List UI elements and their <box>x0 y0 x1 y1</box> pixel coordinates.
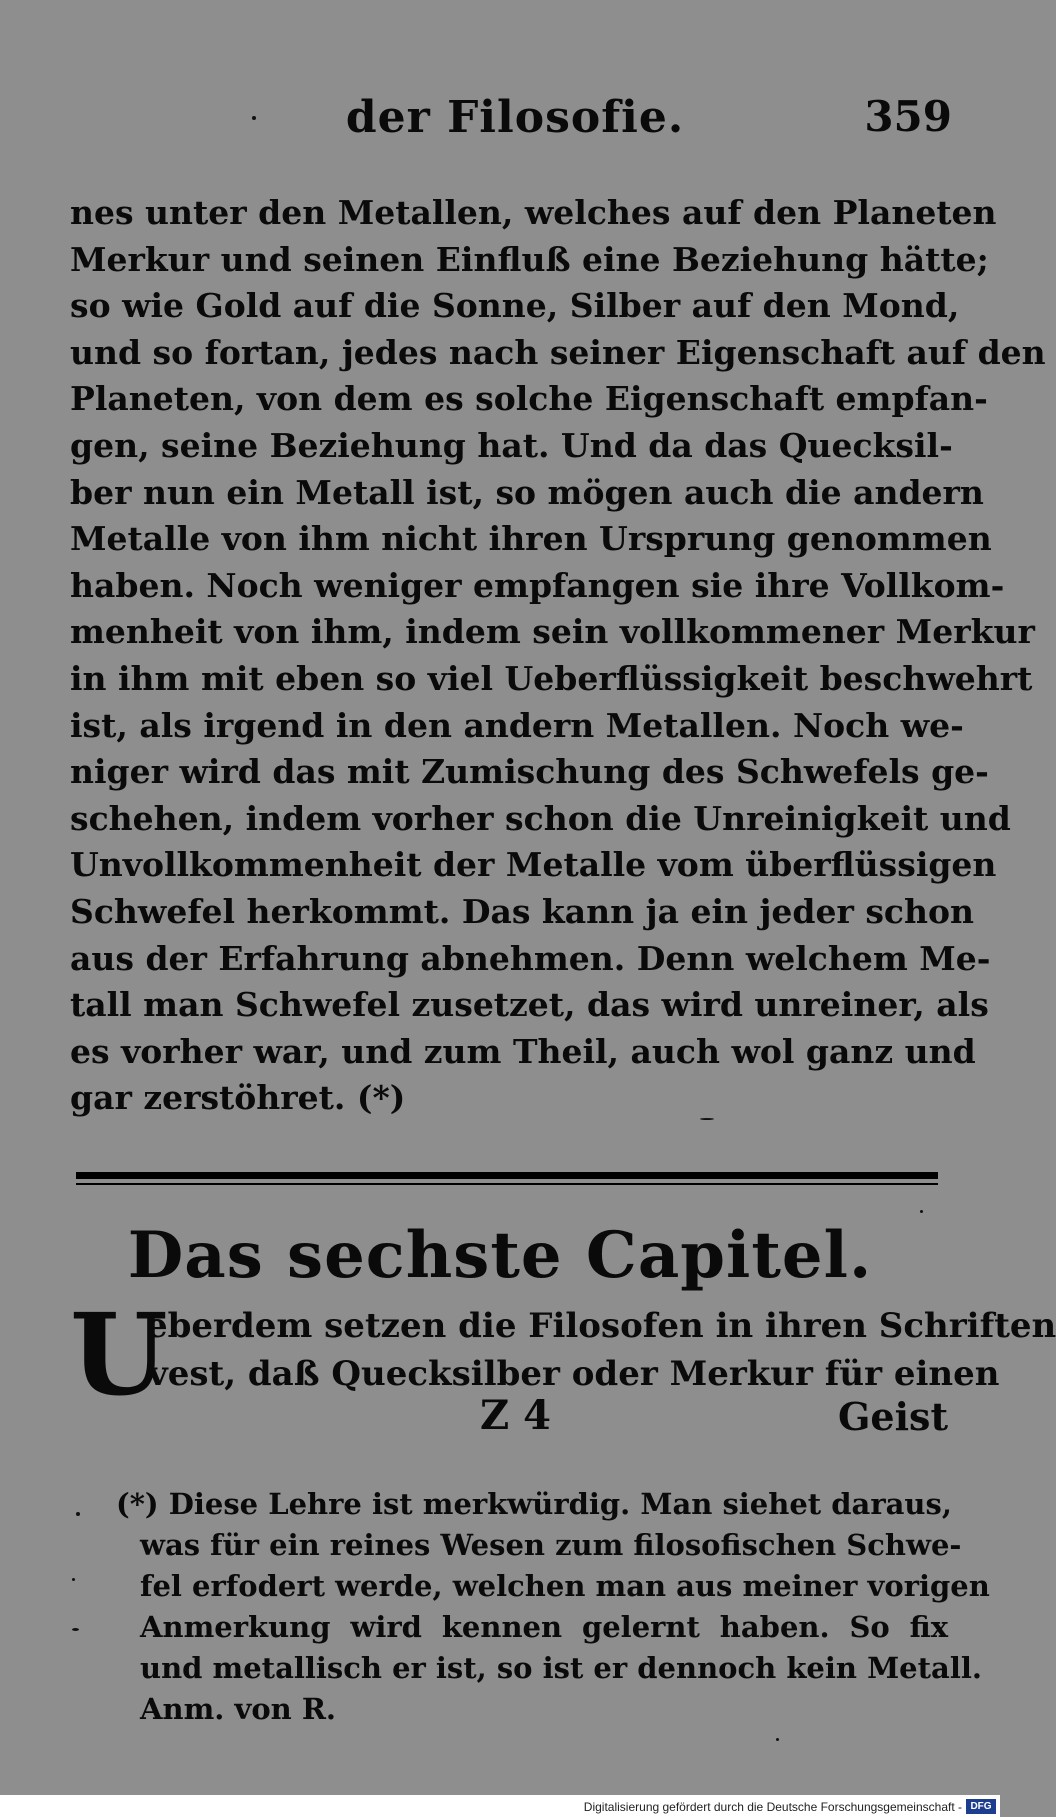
footer-strip <box>0 1795 1000 1817</box>
signature-mark: Z 4 <box>480 1392 551 1439</box>
footnote-line: Anm. von R. <box>140 1692 337 1726</box>
chapter-title: Das sechste Capitel. <box>127 1218 873 1293</box>
text-line: haben. Noch weniger empfangen sie ihre Vollkom- <box>70 565 1005 605</box>
text-line: es vorher war, und zum Theil, auch wol ganz und <box>70 1031 976 1071</box>
main-text <box>70 190 1046 1122</box>
footnote <box>112 1484 990 1730</box>
text-line: ist, als irgend in den andern Metallen. Noch we- <box>70 705 964 745</box>
text-line: gar zerstöhret. (*) <box>70 1078 406 1118</box>
chapter-divider-thick <box>76 1172 938 1179</box>
text-line: in ihm mit eben so viel Ueberflüssigkeit beschwehrt <box>70 658 1033 698</box>
text-line: Merkur und seinen Einfluß eine Beziehung hätte; <box>70 239 989 279</box>
text-line: Schwefel herkommt. Das kann ja ein jeder schon <box>70 891 975 931</box>
text-line: ber nun ein Metall ist, so mögen auch die andern <box>70 472 984 512</box>
text-line: gen, seine Beziehung hat. Und da das Quecksil- <box>70 425 953 465</box>
scan-speck <box>700 1118 714 1120</box>
scan-speck <box>252 116 256 120</box>
text-line: nes unter den Metallen, welches auf den Planeten <box>70 193 997 232</box>
footnote-line: (*) Diese Lehre ist merkwürdig. Man siehet daraus, <box>116 1487 952 1521</box>
text-line: schehen, indem vorher schon die Unreinigkeit und <box>70 798 1011 838</box>
footnote-line: Anmerkung wird kennen gelernt haben. So fix <box>140 1610 948 1644</box>
catchword: Geist <box>837 1394 948 1439</box>
text-line: niger wird das mit Zumischung des Schwefels ge- <box>70 752 989 792</box>
text-line: und so fortan, jedes nach seiner Eigenschaft auf den <box>70 332 1046 372</box>
footnote-line: fel erfodert werde, welchen man aus meiner vorigen <box>140 1569 990 1603</box>
footnote-line: und metallisch er ist, so ist er dennoch kein Metall. <box>140 1651 982 1685</box>
drop-cap: U <box>70 1290 168 1421</box>
text-line: Unvollkommenheit der Metalle vom überflüssigen <box>70 845 997 885</box>
text-line: tall man Schwefel zusetzet, das wird unreiner, als <box>70 985 989 1025</box>
text-line: menheit von ihm, indem sein vollkommener Merkur <box>70 612 1035 652</box>
dfg-logo: DFG <box>966 1799 996 1814</box>
chapter-divider-thin <box>76 1183 938 1185</box>
chapter-line: vest, daß Quecksilber oder Merkur für einen <box>148 1354 1000 1394</box>
scan-speck <box>72 1628 79 1631</box>
running-title: der Filosofie. <box>345 92 685 143</box>
page-header <box>70 92 960 152</box>
footnote-line: was für ein reines Wesen zum filosofischen Schwe- <box>140 1528 962 1562</box>
chapter-line: eberdem setzen die Filosofen in ihren Schriften <box>146 1306 1056 1346</box>
funding-credit: Digitalisierung gefördert durch die Deutsche Forschungsgemeinschaft - <box>583 1800 962 1814</box>
scan-speck <box>776 1738 779 1741</box>
scan-speck <box>72 1578 75 1581</box>
text-line: Metalle von ihm nicht ihren Ursprung genommen <box>70 519 992 559</box>
text-line: so wie Gold auf die Sonne, Silber auf den Mond, <box>70 286 960 326</box>
text-line: Planeten, von dem es solche Eigenschaft empfan- <box>70 379 988 419</box>
text-line: aus der Erfahrung abnehmen. Denn welchem Me- <box>70 938 991 978</box>
page-number: 359 <box>864 92 952 141</box>
scan-speck <box>76 1512 80 1516</box>
scan-speck <box>920 1210 923 1213</box>
